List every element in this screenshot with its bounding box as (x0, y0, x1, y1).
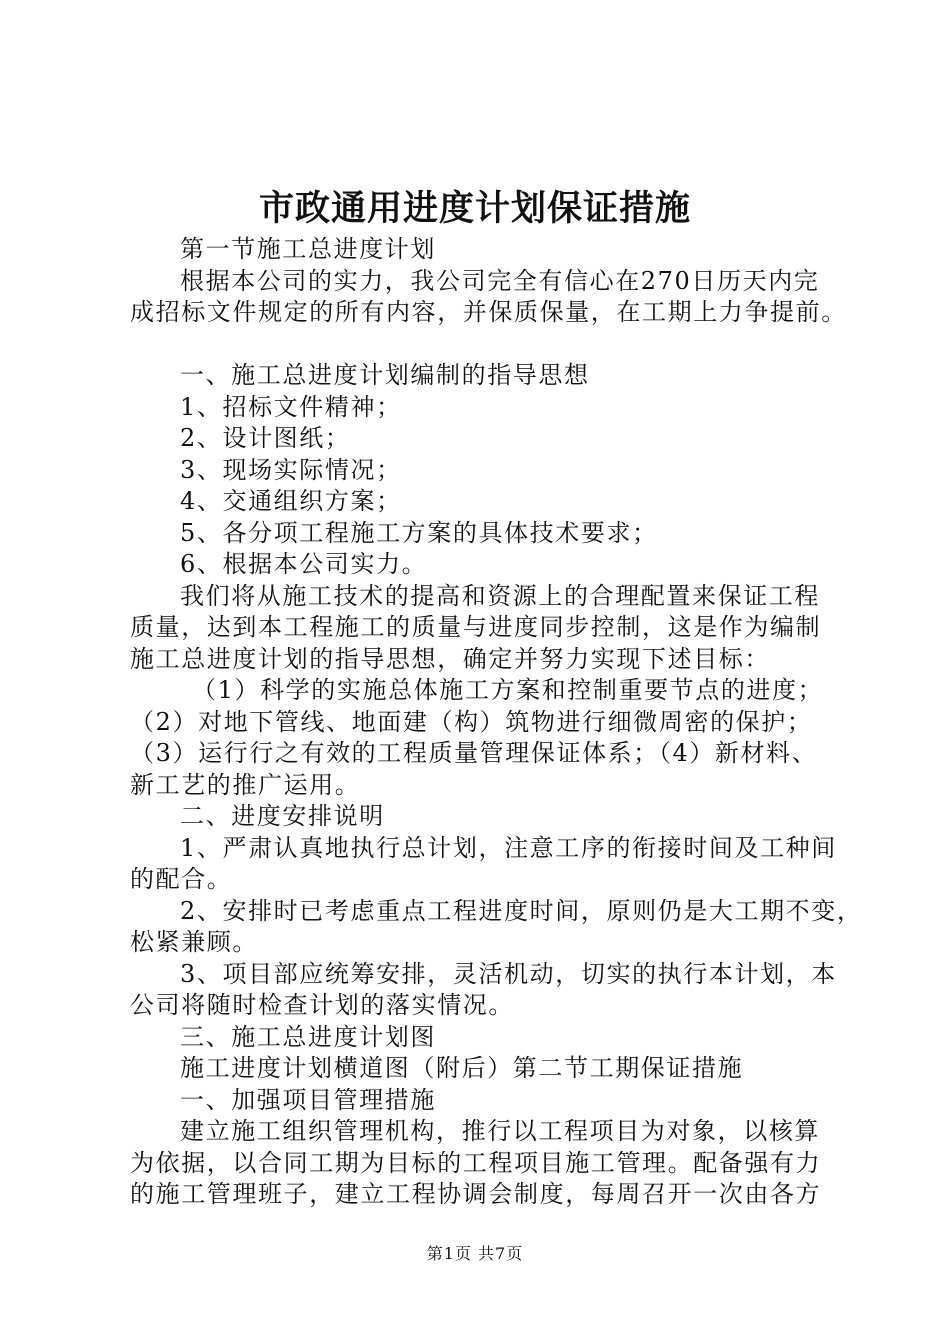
list-item: 1、招标文件精神； (180, 392, 402, 421)
paragraph-line: 3、项目部应统筹安排，灵活机动，切实的执行本计划，本 (180, 959, 837, 988)
page-footer: 第1页 共7页 (426, 1244, 524, 1263)
paragraph-line: 我们将从施工技术的提高和资源上的合理配置来保证工程 (180, 581, 820, 610)
paragraph-line: （2）对地下管线、地面建（构）筑物进行细微周密的保护； (130, 707, 813, 736)
paragraph-line: 的配合。 (130, 865, 233, 893)
list-item: 6、根据本公司实力。 (180, 550, 428, 578)
list-item: 5、各分项工程施工方案的具体技术要求； (180, 518, 658, 547)
section-heading: 三、施工总进度计划图 (180, 1022, 436, 1051)
document-body (130, 234, 863, 1211)
document-title: 市政通用进度计划保证措施 (258, 188, 691, 229)
list-item: 3、现场实际情况； (180, 455, 402, 484)
list-item: 4、交通组织方案； (180, 487, 402, 515)
paragraph-line: 建立施工组织管理机构，推行以工程项目为对象，以核算 (180, 1117, 820, 1145)
paragraph-line: 根据本公司的实力，我公司完全有信心在270日历天内完 (180, 266, 820, 295)
paragraph-line: 1、严肃认真地执行总计划，注意工序的衔接时间及工种间 (180, 833, 837, 862)
paragraph-line: 松紧兼顾。 (130, 928, 258, 956)
blank-line (130, 329, 834, 361)
paragraph-line: （1）科学的实施总体施工方案和控制重要节点的进度； (192, 676, 824, 704)
paragraph-line: 质量，达到本工程施工的质量与进度同步控制，这是作为编制 (130, 613, 822, 641)
paragraph-line: 成招标文件规定的所有内容，并保质保量，在工期上力争提前。 (130, 298, 847, 326)
section-heading: 第一节施工总进度计划 (180, 235, 436, 263)
paragraph-line: 2、安排时已考虑重点工程进度时间，原则仍是大工期不变， (180, 896, 863, 925)
paragraph-line: （3）运行行之有效的工程质量管理保证体系；（4）新材料、 (130, 739, 818, 767)
section-heading: 一、施工总进度计划编制的指导思想 (180, 361, 590, 389)
paragraph-line: 为依据，以合同工期为目标的工程项目施工管理。配备强有力 (130, 1148, 822, 1177)
section-heading: 一、加强项目管理措施 (180, 1085, 436, 1114)
paragraph-line: 的施工管理班子，建立工程协调会制度，每周召开一次由各方 (130, 1180, 822, 1208)
paragraph-line: 新工艺的推广运用。 (130, 770, 361, 799)
list-item: 2、设计图纸； (180, 424, 351, 452)
paragraph-line: 施工进度计划横道图（附后）第二节工期保证措施 (180, 1054, 744, 1082)
section-heading: 二、进度安排说明 (180, 802, 385, 830)
paragraph-line: 公司将随时检查计划的落实情况。 (130, 991, 514, 1019)
paragraph-line: 施工总进度计划的指导思想，确定并努力实现下述目标： (130, 644, 770, 673)
